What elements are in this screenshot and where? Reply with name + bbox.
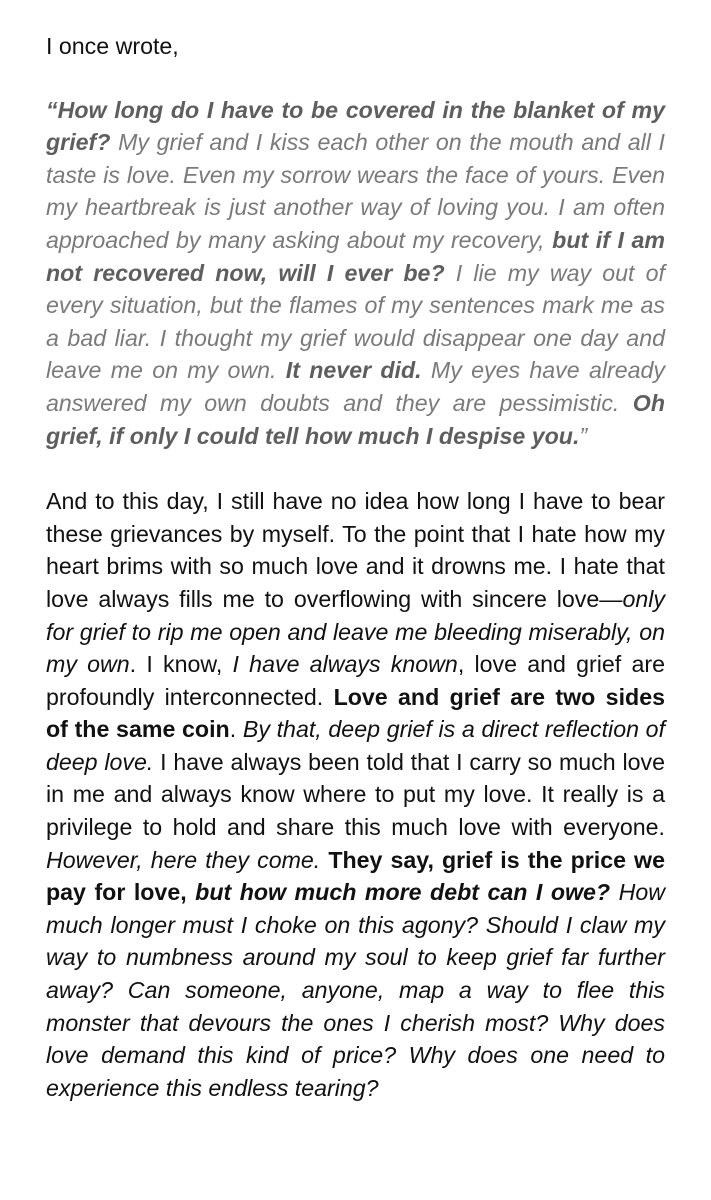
body-segment: They say, grief is the price we pay for love, (46, 846, 665, 906)
body-segment: but how much more debt can I owe? (195, 879, 611, 906)
body-segment: only for grief to rip me open and leave me bleeding miserably, on my own (46, 585, 665, 678)
quoted-passage (46, 94, 665, 453)
body-segment: , love and grief are profoundly interconnected. (46, 651, 665, 710)
body-paragraph (46, 485, 665, 1104)
quote-segment: I lie my way out of every situation, but the flames of my sentences mark me as a bad liar. I thought my grief would disappear one day and leave me on my own. (46, 259, 665, 384)
quote-segment: My eyes have already answered my own doubts and they are pessimistic. (46, 357, 665, 416)
body-segment: And to this day, I still have no idea how long I have to bear these grievances by myself. To the point that I hate how my heart brims with so much love and it drowns me. I hate that love always fills me to overflowing with sincere love— (46, 488, 665, 612)
body-segment: Love and grief are two sides of the same coin (46, 683, 665, 743)
quote-segment: “How long do I have to be covered in the blanket of my grief? (46, 96, 665, 156)
quote-segment: Oh grief, if only I could tell how much I despise you. (46, 389, 665, 449)
quote-segment: ” (579, 422, 588, 449)
quote-segment: My grief and I kiss each other on the mouth and all I taste is love. Even my sorrow wears the face of yours. Even my heartbreak is just another way of loving you. I am often approached by many asking about my recovery, (46, 129, 665, 253)
body-segment (610, 879, 618, 905)
quote-segment: It never did. (285, 357, 422, 384)
body-segment: By that, deep grief is a direct reflection of deep love. (46, 716, 666, 775)
body-segment: . (229, 716, 243, 743)
body-segment: How much longer must I choke on this agony? Should I claw my way to numbness around my soul to keep grief far further away? Can someone, anyone, map a way to flee this monster that devours the ones I cherish most? Why does love demand this kind of price? Why does one need to experience this endless tearing? (46, 879, 665, 1101)
body-segment: However, here they come. (46, 846, 321, 873)
body-segment (187, 879, 195, 905)
body-segment: . I know, (129, 651, 233, 678)
body-segment: I have always been told that I carry so much love in me and always know where to put my love. It really is a privilege to hold and share this much love with everyone. (46, 748, 665, 841)
intro-line: I once wrote, (46, 33, 179, 59)
quote-segment: but if I am not recovered now, will I ever be? (46, 226, 665, 286)
body-segment: I have always known (232, 651, 458, 678)
